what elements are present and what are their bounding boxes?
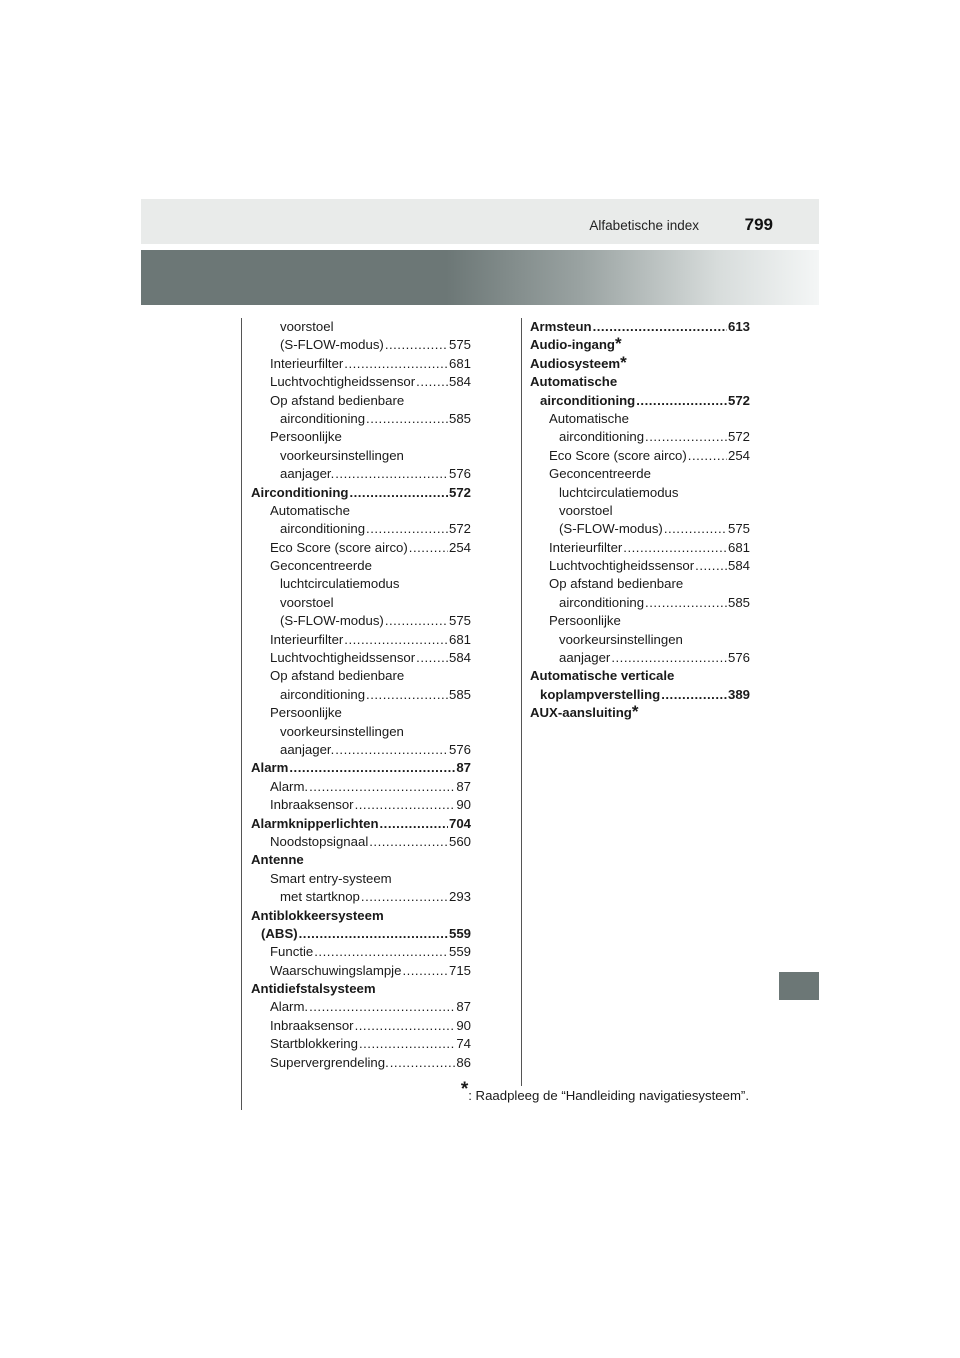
dot-leader [309,998,455,1016]
index-entry-page: 585 [727,594,750,610]
index-entry-page: 681 [727,539,750,555]
index-entry-text: Audio-ingang [530,337,615,353]
footnote-text: : Raadpleeg de “Handleiding navigatiesysteem”. [468,1088,749,1103]
page-header [141,199,819,244]
dot-leader [611,649,727,667]
index-entry [251,759,471,777]
dot-leader [402,962,448,980]
section-title: Alfabetische index [589,218,699,233]
index-entry-page: 87 [456,760,471,776]
chapter-thumb-tab [779,972,819,1000]
dot-leader [661,686,727,704]
index-entry-page: 572 [727,392,750,408]
index-entry-page: 704 [448,815,471,831]
index-entry-text: Geconcentreerde [549,466,651,482]
dot-leader [349,484,448,502]
index-entry [251,428,471,446]
index-entry [251,649,471,667]
index-entry [530,667,750,685]
dot-leader [593,318,727,336]
index-entry [251,355,471,373]
index-entry [251,447,471,465]
dot-leader [645,594,727,612]
index-entry-text: Functie [270,944,314,960]
index-entry-page: 560 [448,833,471,849]
index-entry-text: (S-FLOW-modus) [280,337,384,353]
index-entry-page: 559 [448,944,471,960]
index-entry-text: Op afstand bedienbare [270,392,405,408]
index-entry-text: met startknop [280,889,360,905]
index-entry-page: 715 [448,962,471,978]
index-entry-text: airconditioning [280,521,366,537]
index-entry [530,594,750,612]
index-entry [251,336,471,354]
index-entry-text: Smart entry-systeem [270,870,392,886]
index-entry-page: 584 [448,374,471,390]
index-entry-text: Automatische [270,502,350,518]
index-entry-page: 87 [456,999,471,1015]
index-entry-page: 389 [727,686,750,702]
index-entry [251,465,471,483]
index-entry-page: 576 [448,466,471,482]
index-entry [530,520,750,538]
index-entry [251,575,471,593]
index-entry-page: 575 [727,521,750,537]
index-entry [251,833,471,851]
index-column-right [530,318,750,723]
dot-leader [335,465,448,483]
dot-leader [366,410,448,428]
index-entry-page: 572 [727,429,750,445]
index-entry-text: Antidiefstalsysteem [251,981,376,997]
index-entry-text: Inbraaksensor [270,1017,354,1033]
index-entry-text: Audiosysteem [530,355,621,371]
index-entry-page: 86 [456,1054,471,1070]
index-entry-text: Persoonlijke [270,705,342,721]
index-entry [251,686,471,704]
index-entry [530,447,750,465]
index-column-left [251,318,471,1072]
index-entry [251,539,471,557]
index-entry-text: Antenne [251,852,304,868]
dot-leader [344,631,448,649]
index-entry-text: Automatische verticale [530,668,675,684]
index-entry [251,962,471,980]
dot-leader [688,447,727,465]
index-entry-text: voorkeursinstellingen [280,447,404,463]
index-entry [251,318,471,336]
index-entry [251,723,471,741]
index-entry-text: voorkeursinstellingen [280,723,404,739]
index-entry [530,612,750,630]
index-entry [251,373,471,391]
index-entry [530,392,750,410]
index-entry-page: 254 [448,539,471,555]
index-entry [251,704,471,722]
index-entry-page: 572 [448,484,471,500]
index-entry-text: Alarm [251,760,289,776]
index-entry-text: Armsteun [530,319,592,334]
page-number: 799 [744,215,773,234]
index-entry: Audiosysteem * [530,352,627,372]
index-entry [251,612,471,630]
index-entry [251,980,471,998]
index-entry: Audio-ingang * [530,334,622,354]
index-entry-text: Noodstopsignaal [270,833,369,849]
index-entry-page: 584 [448,650,471,666]
index-entry-page: 293 [448,889,471,905]
index-entry [251,631,471,649]
index-entry-text: Eco Score (score airco) [270,539,408,555]
index-entry-page: 559 [448,925,471,941]
index-entry-text: Op afstand bedienbare [549,576,684,592]
dot-leader [380,815,448,833]
index-entry [251,557,471,575]
index-entry-page: 584 [727,558,750,574]
index-entry-text: Interieurfilter [270,355,344,371]
index-entry [251,1035,471,1053]
index-entry [251,392,471,410]
dot-leader [645,428,727,446]
dot-leader [416,649,448,667]
index-entry [251,520,471,538]
index-entry [251,1017,471,1035]
index-entry-page: 575 [448,337,471,353]
index-entry [251,1054,471,1072]
index-entry-text: Luchtvochtigheidssensor [270,650,416,666]
index-entry [251,741,471,759]
index-entry-text: Inbraaksensor [270,797,354,813]
index-entry-page: 585 [448,686,471,702]
index-entry-page: 681 [448,355,471,371]
index-entry-text: Startblokkering [270,1036,358,1052]
index-entry-text: Antiblokkeersysteem [251,907,384,923]
index-entry-text: Op afstand bedienbare [270,668,405,684]
index-entry-text: koplampverstelling [540,686,661,702]
index-entry [251,594,471,612]
index-entry [530,484,750,502]
index-entry-text: Airconditioning [251,484,349,500]
dot-leader [366,686,448,704]
dot-leader [623,539,727,557]
index-entry-text: Alarm. [270,778,309,794]
index-entry-text: (S-FLOW-modus) [280,613,384,629]
index-entry-text: voorkeursinstellingen [559,631,683,647]
index-entry [530,373,750,391]
index-entry-page: 613 [727,319,750,334]
index-entry-page: 90 [456,797,471,813]
index-entry-text: airconditioning [280,686,366,702]
index-entry-text: Interieurfilter [270,631,344,647]
index-entry [530,649,750,667]
dot-leader [369,833,448,851]
index-entry-text: (ABS) [261,925,298,941]
index-entry-page: 87 [456,778,471,794]
dot-leader [344,355,448,373]
index-entry-text: AUX-aansluiting [530,705,632,721]
index-entry [530,539,750,557]
index-entry [251,502,471,520]
dot-leader [636,392,727,410]
index-entry [251,796,471,814]
index-entry-text: (S-FLOW-modus) [559,521,663,537]
dot-leader [390,1054,456,1072]
index-entry-text: airconditioning [540,392,636,408]
index-entry-page: 90 [456,1017,471,1033]
index-entry-text: Luchtvochtigheidssensor [270,374,416,390]
index-entry-text: airconditioning [559,594,645,610]
dot-leader [385,612,448,630]
index-entry-text: airconditioning [280,410,366,426]
dot-leader [355,796,456,814]
index-entry-text: Automatische [530,374,618,390]
dot-leader [695,557,727,575]
index-entry [251,925,471,943]
index-entry [530,686,750,704]
index-entry [251,778,471,796]
dot-leader [335,741,448,759]
index-entry-text: Waarschuwingslampje [270,962,402,978]
index-entry-text: aanjager. [280,741,335,757]
index-entry-text: Persoonlijke [549,613,621,629]
index-entry-text: Eco Score (score airco) [549,447,687,463]
dot-leader [359,1035,455,1053]
index-entry [530,557,750,575]
dot-leader [309,778,455,796]
left-divider [241,318,242,1110]
dot-leader [366,520,448,538]
index-entry-text: Alarmknipperlichten [251,815,379,831]
index-entry-text: Luchtvochtigheidssensor [549,558,695,574]
index-entry [251,943,471,961]
dot-leader [289,759,455,777]
index-entry-text: voorstoel [280,594,334,610]
index-entry-text: Alarm. [270,999,309,1015]
index-entry-text: voorstoel [559,502,613,518]
index-entry-page: 681 [448,631,471,647]
index-entry [530,631,750,649]
dot-leader [664,520,727,538]
index-entry-text: Supervergrendeling. [270,1054,389,1070]
dot-leader [416,373,448,391]
index-entry-page: 585 [448,410,471,426]
index-entry-text: aanjager. [280,466,335,482]
index-entry-text: Geconcentreerde [270,558,372,574]
dot-leader [314,943,448,961]
index-entry [530,502,750,520]
index-entry-text: luchtcirculatiemodus [280,576,400,592]
index-entry-page: 572 [448,521,471,537]
index-entry [530,575,750,593]
footnote [460,1079,749,1103]
dot-leader [385,336,448,354]
index-entry-page: 254 [727,447,750,463]
index-entry [530,410,750,428]
index-entry [530,465,750,483]
index-entry-text: Persoonlijke [270,429,342,445]
index-entry-text: Interieurfilter [549,539,623,555]
index-entry [251,410,471,428]
index-entry [251,888,471,906]
index-entry [251,870,471,888]
index-entry [251,815,471,833]
index-entry-text: voorstoel [280,319,334,334]
index-entry-page: 576 [448,741,471,757]
index-entry [251,484,471,502]
dot-leader [355,1017,456,1035]
index-entry [251,667,471,685]
index-entry [251,907,471,925]
column-divider [521,318,522,1086]
index-entry [251,851,471,869]
index-entry-text: Automatische [549,410,629,426]
footnote-marker: * [460,1079,469,1100]
index-entry-text: luchtcirculatiemodus [559,484,679,500]
index-entry [530,318,750,336]
chapter-banner [141,250,819,305]
index-entry-page: 74 [456,1036,471,1052]
index-entry-page: 576 [727,650,750,666]
index-entry-page: 575 [448,613,471,629]
dot-leader [361,888,448,906]
dot-leader [299,925,448,943]
index-entry: AUX-aansluiting * [530,702,639,722]
index-entry-text: aanjager [559,650,611,666]
dot-leader [409,539,448,557]
index-entry [530,428,750,446]
index-entry-text: airconditioning [559,429,645,445]
index-entry [251,998,471,1016]
